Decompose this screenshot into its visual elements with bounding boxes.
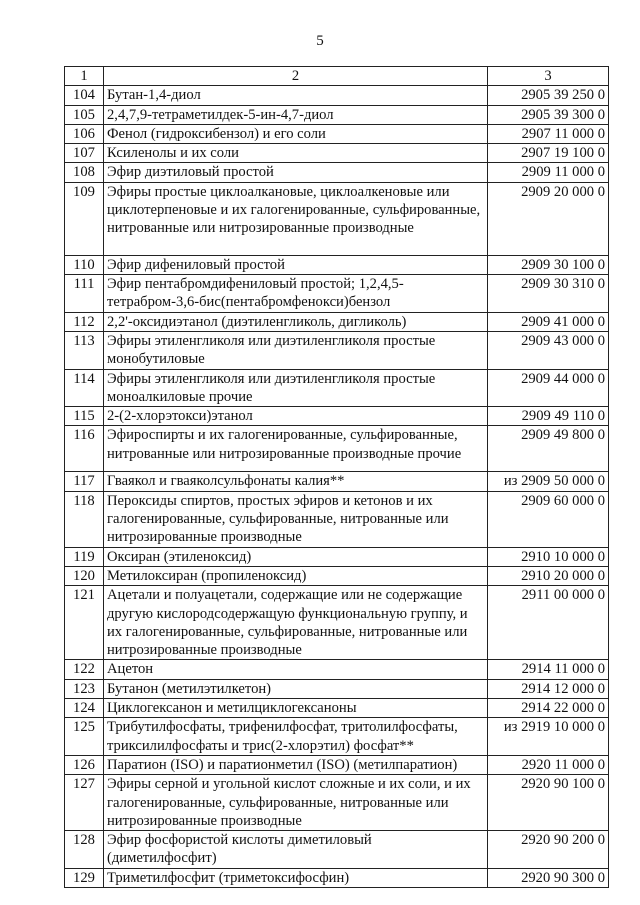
substance-name: Эфиры серной и угольной кислот сложные и их соли, и их галогенированные, сульфированные, нитрованные или нитрозированные производные (104, 775, 488, 831)
row-number: 109 (65, 182, 104, 255)
row-number: 114 (65, 369, 104, 407)
table-row (65, 312, 609, 331)
table-row (65, 124, 609, 143)
row-number: 105 (65, 105, 104, 124)
substance-name: Эфир диэтиловый простой (104, 163, 488, 182)
tn-ved-code: 2909 60 000 0 (488, 491, 609, 547)
substance-name: 2,2'-оксидиэтанол (диэтиленгликоль, дигликоль) (104, 312, 488, 331)
tn-ved-code: 2909 43 000 0 (488, 331, 609, 369)
table-row (65, 182, 609, 255)
row-number: 115 (65, 407, 104, 426)
row-number: 128 (65, 831, 104, 869)
table-row (65, 679, 609, 698)
table-row (65, 775, 609, 831)
substance-name: Эфиры этиленгликоля или диэтиленгликоля простые монобутиловые (104, 331, 488, 369)
row-number: 110 (65, 255, 104, 274)
substance-name: Эфир пентабромдифениловый простой; 1,2,4,5-тетрабром-3,6-бис(пентабромфенокси)бензол (104, 275, 488, 313)
substance-name: Эфир фосфористой кислоты диметиловый (диметилфосфит) (104, 831, 488, 869)
tn-ved-code: 2907 11 000 0 (488, 124, 609, 143)
table-row (65, 868, 609, 887)
row-number: 123 (65, 679, 104, 698)
substance-name: Бутан-1,4-диол (104, 86, 488, 105)
row-number: 122 (65, 660, 104, 679)
table-row (65, 699, 609, 718)
substance-name: Ацетали и полуацетали, содержащие или не содержащие другую кислородсодержащую функциональную группу, и их галогенированные, сульфированные, нитрованные или нитрозированные производные (104, 586, 488, 660)
row-number: 106 (65, 124, 104, 143)
substance-name: Эфиры этиленгликоля или диэтиленгликоля простые моноалкиловые прочие (104, 369, 488, 407)
substance-name: Эфироспирты и их галогенированные, сульфированные, нитрованные или нитрозированные производные прочие (104, 426, 488, 472)
substance-name: 2-(2-хлорэтокси)этанол (104, 407, 488, 426)
table-row (65, 105, 609, 124)
tn-ved-code: 2909 20 000 0 (488, 182, 609, 255)
row-number: 121 (65, 586, 104, 660)
tn-ved-code: 2911 00 000 0 (488, 586, 609, 660)
substance-name: Эфиры простые циклоалкановые, циклоалкеновые или циклотерпеновые и их галогенированные, сульфированные, нитрованные или нитрозированные производные (104, 182, 488, 255)
substance-name: Триметилфосфит (триметоксифосфин) (104, 868, 488, 887)
tn-ved-code: 2910 10 000 0 (488, 547, 609, 566)
row-number: 104 (65, 86, 104, 105)
table-header-row (65, 67, 609, 86)
tn-ved-code: 2909 44 000 0 (488, 369, 609, 407)
table-row (65, 472, 609, 491)
substance-name: Бутанон (метилэтилкетон) (104, 679, 488, 698)
tn-ved-code: из 2909 50 000 0 (488, 472, 609, 491)
table-row (65, 275, 609, 313)
tn-ved-code: 2909 30 310 0 (488, 275, 609, 313)
row-number: 124 (65, 699, 104, 718)
tn-ved-code: 2920 90 200 0 (488, 831, 609, 869)
row-number: 125 (65, 718, 104, 756)
row-number: 118 (65, 491, 104, 547)
substance-name: Оксиран (этиленоксид) (104, 547, 488, 566)
header-col-2: 2 (104, 67, 488, 86)
substance-name: Циклогексанон и метилциклогексаноны (104, 699, 488, 718)
row-number: 107 (65, 144, 104, 163)
substance-name: 2,4,7,9-тетраметилдек-5-ин-4,7-диол (104, 105, 488, 124)
table-row (65, 586, 609, 660)
table-row (65, 660, 609, 679)
tn-ved-code: 2909 11 000 0 (488, 163, 609, 182)
tn-ved-code: 2914 12 000 0 (488, 679, 609, 698)
table-row (65, 755, 609, 774)
row-number: 112 (65, 312, 104, 331)
row-number: 108 (65, 163, 104, 182)
row-number: 113 (65, 331, 104, 369)
row-number: 129 (65, 868, 104, 887)
tn-ved-code: из 2919 10 000 0 (488, 718, 609, 756)
table-row (65, 144, 609, 163)
substance-name: Трибутилфосфаты, трифенилфосфат, тритолилфосфаты, триксилилфосфаты и трис(2-хлорэтил) фосфат** (104, 718, 488, 756)
substance-name: Гваякол и гваяколсульфонаты калия** (104, 472, 488, 491)
header-col-1: 1 (65, 67, 104, 86)
table-row (65, 86, 609, 105)
header-col-3: 3 (488, 67, 609, 86)
tn-ved-code: 2909 49 110 0 (488, 407, 609, 426)
row-number: 127 (65, 775, 104, 831)
table-row (65, 831, 609, 869)
tn-ved-code: 2914 22 000 0 (488, 699, 609, 718)
substance-name: Пероксиды спиртов, простых эфиров и кетонов и их галогенированные, сульфированные, нитрованные или нитрозированные производные (104, 491, 488, 547)
table-row (65, 255, 609, 274)
tn-ved-code: 2910 20 000 0 (488, 566, 609, 585)
table-row (65, 566, 609, 585)
tn-ved-code: 2920 90 300 0 (488, 868, 609, 887)
tn-ved-code: 2920 90 100 0 (488, 775, 609, 831)
row-number: 126 (65, 755, 104, 774)
substance-name: Эфир дифениловый простой (104, 255, 488, 274)
substances-table (64, 66, 609, 888)
tn-ved-code: 2909 41 000 0 (488, 312, 609, 331)
tn-ved-code: 2920 11 000 0 (488, 755, 609, 774)
table-row (65, 491, 609, 547)
table-row (65, 163, 609, 182)
substance-name: Метилоксиран (пропиленоксид) (104, 566, 488, 585)
table-row (65, 331, 609, 369)
row-number: 119 (65, 547, 104, 566)
table-row (65, 369, 609, 407)
table-row (65, 547, 609, 566)
row-number: 120 (65, 566, 104, 585)
tn-ved-code: 2905 39 300 0 (488, 105, 609, 124)
table-row (65, 426, 609, 472)
table-row (65, 407, 609, 426)
tn-ved-code: 2905 39 250 0 (488, 86, 609, 105)
substance-name: Фенол (гидроксибензол) и его соли (104, 124, 488, 143)
page-number: 5 (316, 33, 324, 49)
tn-ved-code: 2914 11 000 0 (488, 660, 609, 679)
row-number: 116 (65, 426, 104, 472)
substance-name: Ксиленолы и их соли (104, 144, 488, 163)
tn-ved-code: 2907 19 100 0 (488, 144, 609, 163)
tn-ved-code: 2909 30 100 0 (488, 255, 609, 274)
table-row (65, 718, 609, 756)
tn-ved-code: 2909 49 800 0 (488, 426, 609, 472)
row-number: 111 (65, 275, 104, 313)
substance-name: Паратион (ISO) и паратионметил (ISO) (метилпаратион) (104, 755, 488, 774)
row-number: 117 (65, 472, 104, 491)
substance-name: Ацетон (104, 660, 488, 679)
